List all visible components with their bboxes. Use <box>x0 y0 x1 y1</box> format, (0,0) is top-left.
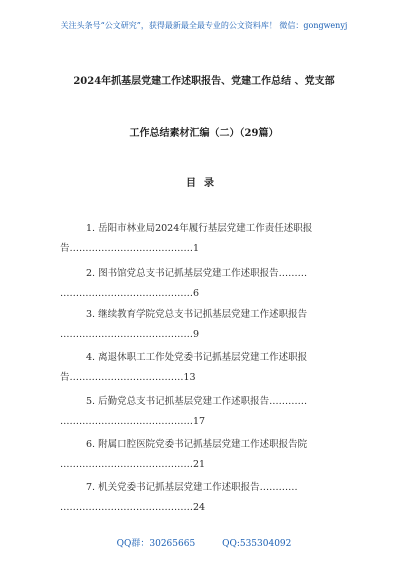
toc-entry-title: 1. 岳阳市林业局2024年履行基层党建工作责任述职报 <box>86 223 313 234</box>
toc-entry-leader: 告………………………………13 <box>60 372 196 383</box>
toc-entry-3[interactable] <box>60 305 350 345</box>
document-title-line-2: 工作总结素材汇编（二）（29篇） <box>129 128 279 139</box>
toc-entry-2[interactable] <box>60 264 350 304</box>
toc-entry-7[interactable] <box>60 478 350 518</box>
toc-entry-title: 7. 机关党委书记抓基层党建工作述职报告………… <box>86 482 298 493</box>
toc-entry-title: 3. 继续教育学院党总支书记抓基层党建工作述职报告 <box>86 309 308 320</box>
qq-contact-number: QQ:535304092 <box>222 539 292 549</box>
qq-group-number: QQ群：30265665 <box>116 539 196 549</box>
toc-entry-1[interactable] <box>60 219 350 259</box>
toc-entry-title: 6. 附属口腔医院党委书记抓基层党建工作述职报告院 <box>86 439 308 450</box>
toc-entry-title: 5. 后勤党总支书记抓基层党建工作述职报告………… <box>86 396 308 407</box>
toc-entry-leader: ……………………………………21 <box>60 459 206 470</box>
document-title-line-1: 2024年抓基层党建工作述职报告、党建工作总结 、党支部 <box>73 76 335 87</box>
toc-entry-4[interactable] <box>60 348 350 388</box>
toc-entry-leader: 告…………………………………1 <box>60 243 200 254</box>
toc-entry-6[interactable] <box>60 435 350 475</box>
toc-entry-leader: ……………………………………17 <box>60 416 206 427</box>
toc-entry-title: 2. 图书馆党总支书记抓基层党建工作述职报告……… <box>86 268 308 279</box>
toc-entry-leader: ……………………………………9 <box>60 329 200 340</box>
promo-banner: 关注头条号“公文研究”，获得最新最全最专业的公文资料库！ 微信：gongwenyj <box>60 21 348 30</box>
toc-entry-leader: ……………………………………6 <box>60 288 200 299</box>
toc-entry-5[interactable] <box>60 392 350 432</box>
toc-entry-title: 4. 离退休职工工作处党委书记抓基层党建工作述职报 <box>86 352 308 363</box>
toc-entry-leader: ……………………………………24 <box>60 502 206 513</box>
toc-heading: 目录 <box>186 178 222 189</box>
contact-footer <box>0 536 408 552</box>
